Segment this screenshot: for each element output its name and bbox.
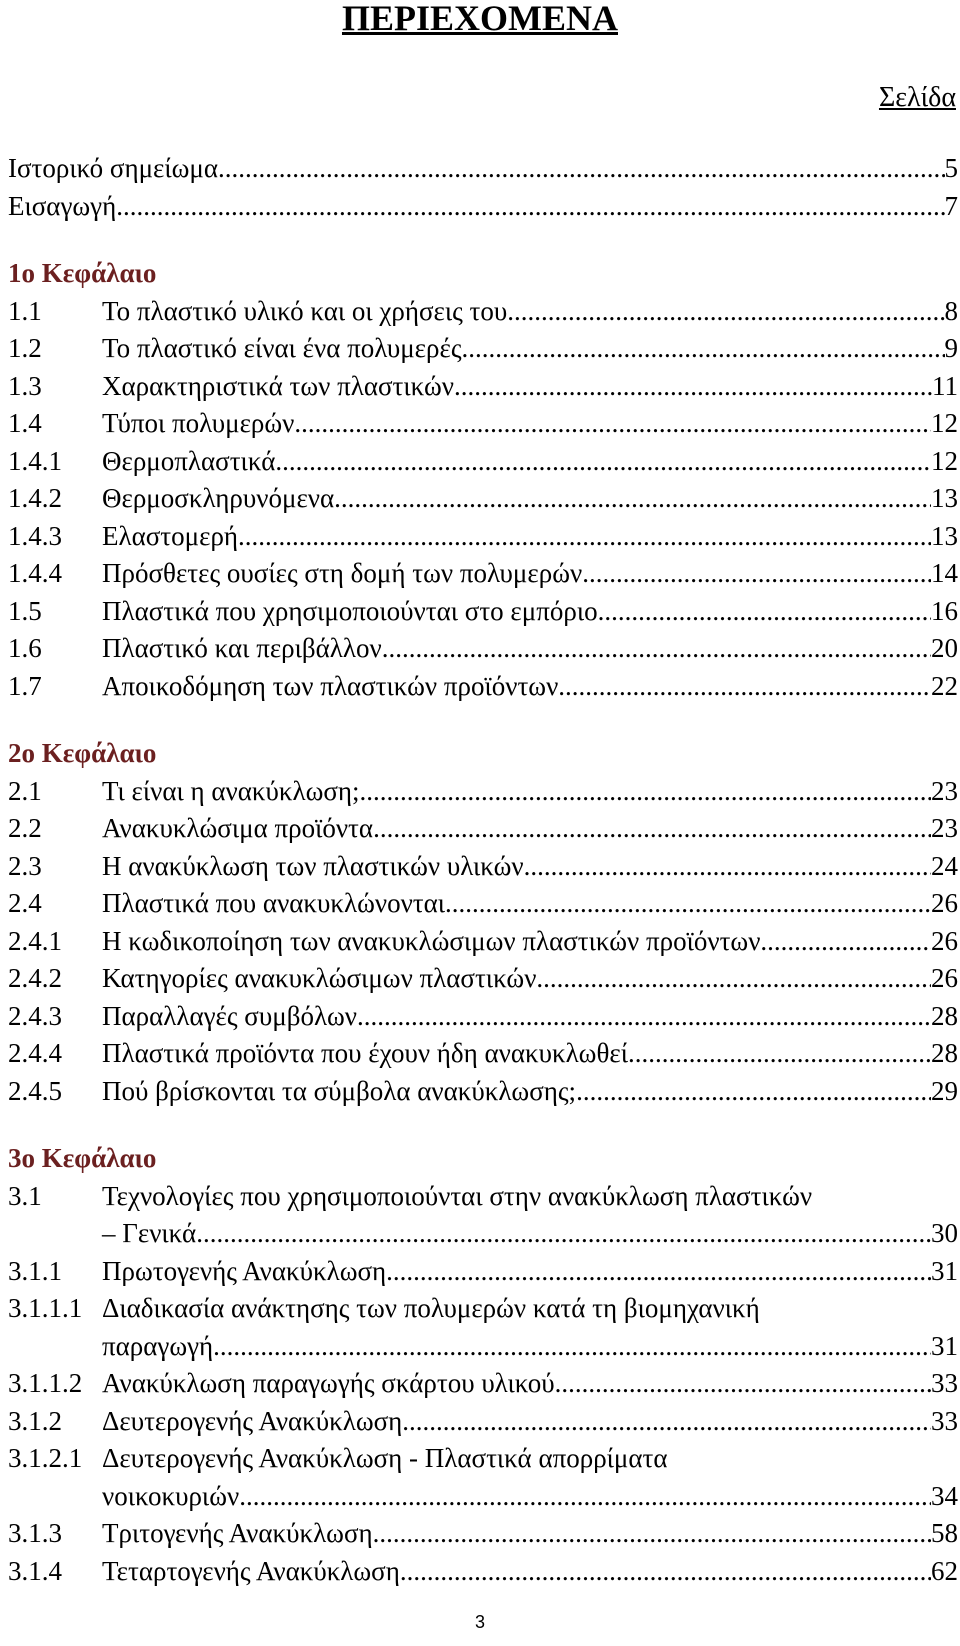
toc-entry-title: Πλαστικά που χρησιμοποιούνται στο εμπόριο	[102, 595, 598, 626]
toc-entry-title: Δευτερογενής Ανακύκλωση - Πλαστικά απορρίματα	[102, 1443, 668, 1473]
toc-entry-title: Κατηγορίες ανακυκλώσιμων πλαστικών	[102, 963, 537, 993]
chapter-1-entries	[8, 293, 958, 706]
toc-entry[interactable]	[8, 480, 958, 518]
toc-entry-title: Το πλαστικό είναι ένα πολυμερές	[102, 333, 462, 363]
toc-entry-title: Τεχνολογίες που χρησιμοποιούνται στην ανακύκλωση πλαστικών	[102, 1180, 813, 1211]
toc-entry[interactable]	[8, 885, 958, 923]
toc-entry-page: 8	[944, 295, 958, 326]
toc-entry-title: Θερμοσκληρυνόμενα	[102, 483, 335, 513]
toc-entry-page: 30	[931, 1218, 958, 1248]
toc-entry-title: Δευτερογενής Ανακύκλωση	[102, 1405, 403, 1436]
toc-entry-continuation[interactable]	[8, 1478, 958, 1516]
toc-entry-title: νοικοκυριών	[102, 1480, 240, 1511]
toc-entry-number: 1.4.2	[8, 483, 62, 513]
toc-entry[interactable]	[8, 1553, 958, 1591]
dot-leader	[462, 330, 945, 368]
toc-entry[interactable]	[8, 923, 958, 961]
dot-leader	[373, 1515, 931, 1553]
toc-entry-title: Ανακυκλώσιμα προϊόντα	[102, 813, 374, 843]
dot-leader	[213, 1328, 931, 1366]
dot-leader	[536, 960, 931, 998]
toc-entry-title: Πλαστικά προϊόντα που έχουν ήδη ανακυκλωθεί	[102, 1038, 628, 1068]
toc-entry[interactable]	[8, 1403, 958, 1441]
toc-entry-title: Τι είναι η ανακύκλωση;	[102, 775, 360, 806]
toc-entry-page: 5	[944, 153, 958, 183]
toc-entry-page: 12	[931, 445, 958, 476]
toc-entry-title: Διαδικασία ανάκτησης των πολυμερών κατά τη βιομηχανική	[102, 1293, 760, 1323]
chapter-heading: 1ο Κεφάλαιο	[8, 258, 157, 288]
toc-entry[interactable]	[8, 848, 958, 886]
toc-entry-number: 3.1.4	[8, 1555, 62, 1586]
toc-entry-number: 2.2	[8, 813, 42, 843]
toc-entry[interactable]	[8, 1440, 958, 1478]
dot-leader	[555, 1365, 931, 1403]
toc-entry-title: Ιστορικό σημείωμα	[8, 153, 219, 183]
toc-entry-title: Πρωτογενής Ανακύκλωση	[102, 1255, 387, 1286]
toc-entry-page: 23	[931, 813, 958, 843]
toc-entry-title: Ελαστομερή	[102, 520, 239, 551]
toc-entry[interactable]	[8, 518, 958, 556]
toc-entry-title: Πρόσθετες ουσίες στη δομή των πολυμερών	[102, 558, 583, 588]
toc-entry-page: 62	[931, 1555, 958, 1586]
dot-leader	[760, 923, 931, 961]
toc-entry-page: 28	[931, 1038, 958, 1068]
toc-entry[interactable]	[8, 1365, 958, 1403]
toc-entry-page: 26	[931, 888, 958, 918]
toc-entry-page: 13	[931, 483, 958, 513]
toc-entry-number: 3.1.3	[8, 1518, 62, 1548]
dot-leader	[386, 1253, 931, 1291]
toc-entry-page: 9	[944, 333, 958, 363]
chapter-heading: 3ο Κεφάλαιο	[8, 1143, 157, 1173]
toc-entry-number: 2.1	[8, 775, 42, 806]
dot-leader	[218, 150, 944, 188]
toc-entry-title: Πλαστικά που ανακυκλώνονται	[102, 888, 446, 918]
toc-entry-number: 3.1.1	[8, 1255, 62, 1286]
dot-leader	[382, 630, 931, 668]
dot-leader	[402, 1403, 931, 1441]
toc-entry-page: 23	[931, 775, 958, 806]
toc-entry-page: 13	[931, 520, 958, 551]
toc-entry-page: 34	[931, 1480, 958, 1511]
toc-entry-page: 12	[931, 408, 958, 438]
toc-entry[interactable]	[8, 555, 958, 593]
toc-entry-number: 1.4.4	[8, 558, 62, 588]
toc-entry-page: 20	[931, 633, 958, 663]
toc-entry-page: 22	[931, 670, 958, 701]
toc-entry-page: 33	[931, 1405, 958, 1436]
dot-leader	[357, 998, 931, 1036]
dot-leader	[400, 1553, 931, 1591]
toc-entry[interactable]	[8, 368, 958, 406]
toc-entry-number: 3.1	[8, 1180, 42, 1211]
dot-leader	[196, 1215, 931, 1253]
toc-entry-number: 1.2	[8, 333, 42, 363]
toc-entry[interactable]	[8, 1290, 958, 1328]
toc-entry-page: 7	[944, 190, 958, 221]
toc-entry-title: Τριτογενής Ανακύκλωση	[102, 1518, 373, 1548]
toc-entry-title: Τύποι πολυμερών	[102, 408, 295, 438]
dot-leader	[582, 555, 931, 593]
toc-entry-page: 24	[931, 850, 958, 881]
toc-entry[interactable]	[8, 1515, 958, 1553]
toc-entry[interactable]	[8, 1073, 958, 1111]
page-column-label: Σελίδα	[878, 82, 956, 113]
toc-entry[interactable]	[8, 150, 958, 188]
toc-entry-page: 26	[931, 963, 958, 993]
toc-entry[interactable]	[8, 668, 958, 706]
toc-entry-title: Πλαστικό και περιβάλλον	[102, 633, 382, 663]
toc-entry[interactable]	[8, 405, 958, 443]
toc-entry-title: παραγωγή	[102, 1330, 214, 1361]
toc-entry-title: Ανακύκλωση παραγωγής σκάρτου υλικού	[102, 1368, 555, 1398]
toc-entry-page: 28	[931, 1000, 958, 1031]
dot-leader	[454, 368, 932, 406]
dot-leader	[445, 885, 931, 923]
toc-entry[interactable]	[8, 593, 958, 631]
dot-leader	[334, 480, 931, 518]
toc-entry[interactable]	[8, 773, 958, 811]
toc-entry-page: 29	[931, 1075, 958, 1106]
toc-entry-number: 1.3	[8, 370, 42, 401]
table-of-contents	[8, 150, 958, 1590]
toc-entry-title: Το πλαστικό υλικό και οι χρήσεις του	[102, 295, 508, 326]
toc-entry-continuation[interactable]	[8, 1215, 958, 1253]
dot-leader	[238, 518, 931, 556]
toc-entry-title: Τεταρτογενής Ανακύκλωση	[102, 1555, 400, 1586]
dot-leader	[576, 1073, 931, 1111]
dot-leader	[558, 668, 931, 706]
dot-leader	[360, 773, 931, 811]
toc-entry-number: 1.4.1	[8, 445, 62, 476]
toc-entry-number: 2.3	[8, 850, 42, 881]
page-title: ΠΕΡΙΕΧΟΜΕΝΑ	[341, 0, 618, 38]
toc-entry-page: 11	[932, 370, 958, 401]
toc-entry-number: 1.5	[8, 595, 42, 626]
dot-leader	[294, 405, 931, 443]
toc-entry-number: 2.4.4	[8, 1038, 62, 1068]
dot-leader	[507, 293, 944, 331]
toc-entry[interactable]	[8, 960, 958, 998]
toc-entry-number: 3.1.1.2	[8, 1368, 83, 1398]
toc-entry-title: Παραλλαγές συμβόλων	[102, 1000, 358, 1031]
toc-entry[interactable]	[8, 810, 958, 848]
toc-entry-page: 58	[931, 1518, 958, 1548]
toc-entry[interactable]	[8, 998, 958, 1036]
dot-leader	[598, 593, 931, 631]
toc-entry-title: Αποικοδόμηση των πλαστικών προϊόντων	[102, 670, 559, 701]
dot-leader	[275, 443, 931, 481]
toc-entry[interactable]	[8, 293, 958, 331]
toc-entry-title: Εισαγωγή	[8, 190, 117, 221]
toc-entry-number: 3.1.1.1	[8, 1293, 83, 1323]
toc-entry-title: Η ανακύκλωση των πλαστικών υλικών	[102, 850, 524, 881]
chapter-heading: 2ο Κεφάλαιο	[8, 738, 157, 768]
toc-entry-number: 1.7	[8, 670, 42, 701]
toc-entry-page: 26	[931, 925, 958, 956]
toc-entry-page: 31	[931, 1255, 958, 1286]
toc-entry[interactable]	[8, 1035, 958, 1073]
toc-entry[interactable]	[8, 443, 958, 481]
toc-entry-page: 16	[931, 595, 958, 626]
dot-leader	[373, 810, 931, 848]
toc-entry-page: 14	[931, 558, 958, 588]
dot-leader	[116, 188, 944, 226]
toc-entry[interactable]	[8, 1178, 958, 1216]
toc-entry[interactable]	[8, 330, 958, 368]
toc-entry[interactable]	[8, 188, 958, 226]
toc-entry-number: 3.1.2.1	[8, 1443, 83, 1473]
toc-entry-number: 2.4.2	[8, 963, 62, 993]
footer-page-number: 3	[474, 1612, 485, 1632]
toc-entry-number: 1.1	[8, 295, 42, 326]
toc-entry-title: Η κωδικοποίηση των ανακυκλώσιμων πλαστικών προϊόντων	[102, 925, 761, 956]
toc-entry-number: 1.4	[8, 408, 42, 438]
toc-entry[interactable]	[8, 630, 958, 668]
toc-entry-page: 33	[931, 1368, 958, 1398]
toc-entry-number: 1.6	[8, 633, 42, 663]
chapter-2-entries	[8, 773, 958, 1111]
toc-entry-number: 1.4.3	[8, 520, 62, 551]
dot-leader	[628, 1035, 931, 1073]
toc-entry-number: 3.1.2	[8, 1405, 62, 1436]
toc-entry-title: Θερμοπλαστικά	[102, 445, 276, 476]
toc-entry-page: 31	[931, 1330, 958, 1361]
toc-entry-continuation[interactable]	[8, 1328, 958, 1366]
dot-leader	[239, 1478, 931, 1516]
toc-entry-title: Πού βρίσκονται τα σύμβολα ανακύκλωσης;	[102, 1075, 577, 1106]
toc-entry-number: 2.4.3	[8, 1000, 62, 1031]
toc-entry-title: – Γενικά	[102, 1218, 197, 1248]
dot-leader	[524, 848, 931, 886]
toc-entry-title: Χαρακτηριστικά των πλαστικών	[102, 370, 454, 401]
toc-entry[interactable]	[8, 1253, 958, 1291]
toc-entry-number: 2.4	[8, 888, 42, 918]
toc-entry-number: 2.4.1	[8, 925, 62, 956]
toc-entry-number: 2.4.5	[8, 1075, 62, 1106]
